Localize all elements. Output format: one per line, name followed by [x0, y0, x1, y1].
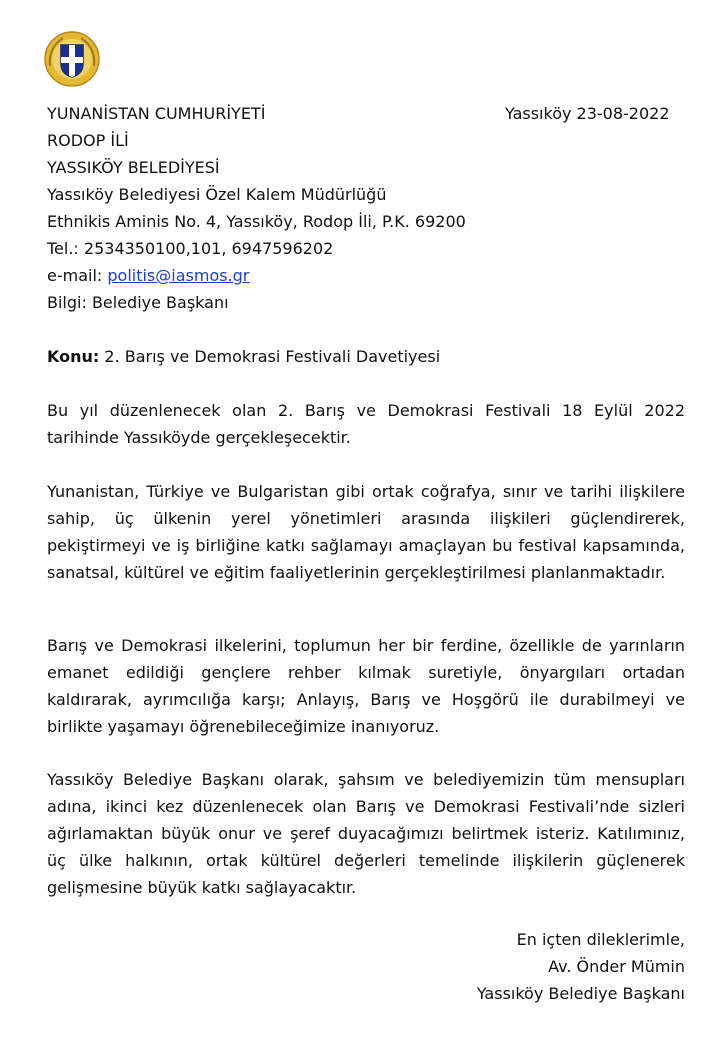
signatory-name: Av. Önder Mümin	[548, 957, 685, 976]
subject-text: 2. Barış ve Demokrasi Festivali Davetiyesi	[99, 347, 441, 366]
header-phone: Tel.: 2534350100,101, 6947596202	[47, 239, 334, 258]
header-country: YUNANİSTAN CUMHURİYETİ	[47, 104, 266, 123]
header-office: Yassıköy Belediyesi Özel Kalem Müdürlüğü	[47, 185, 387, 204]
coat-of-arms-emblem	[43, 30, 101, 88]
header-email-line	[47, 262, 249, 289]
signatory-title: Yassıköy Belediye Başkanı	[476, 984, 685, 1003]
header-address: Ethnikis Aminis No. 4, Yassıköy, Rodop İli, P.K. 69200	[47, 212, 466, 231]
paragraph-3: Barış ve Demokrasi ilkelerini, toplumun her bir ferdine, özellikle de yarınların emanet edildiği gençlere rehber kılmak suretiyle, önyargıları ortadan kaldırarak, ayrımcılığa karşı; Anlayış, Barış ve Hoşgörü ile durabilmeyi ve birlikte yaşamayı öğrenebileceğimize inanıyoruz.	[47, 636, 685, 736]
header-province: RODOP İLİ	[47, 131, 129, 150]
paragraph-2: Yunanistan, Türkiye ve Bulgaristan gibi ortak coğrafya, sınır ve tarihi ilişkilere sahip, üç ülkenin yerel yönetimleri arasında ilişkileri güçlendirerek, pekiştirmeyi ve iş birliğine katkı sağlamayı amaçlayan bu festival kapsamında, sanatsal, kültürel ve eğitim faaliyetlerinin gerçekleştirilmesi planlanmaktadır.	[47, 482, 685, 582]
subject-label: Konu:	[47, 347, 100, 366]
email-label: e-mail:	[47, 266, 108, 285]
closing-greeting: En içten dileklerimle,	[516, 930, 685, 949]
header-municipality: YASSIKÖY BELEDİYESİ	[47, 158, 220, 177]
paragraph-4: Yassıköy Belediye Başkanı olarak, şahsım ve belediyemizin tüm mensupları adına, ikinci kez düzenlenecek olan Barış ve Demokrasi Festivali’nde sizleri ağırlamaktan büyük onur ve şeref duyacağımızı belirtmek isteriz. Katılımınız, üç ülke halkının, ortak kültürel değerleri temelinde ilişkilerin güçlenerek gelişmesine büyük katkı sağlayacaktır.	[47, 770, 685, 897]
letter-date: Yassıköy 23-08-2022	[505, 104, 670, 123]
subject-line	[47, 343, 440, 370]
email-link[interactable]: politis@iasmos.gr	[107, 266, 250, 285]
header-info: Bilgi: Belediye Başkanı	[47, 293, 229, 312]
paragraph-1: Bu yıl düzenlenecek olan 2. Barış ve Demokrasi Festivali 18 Eylül 2022 tarihinde Yassıköyde gerçekleşecektir.	[47, 401, 685, 447]
